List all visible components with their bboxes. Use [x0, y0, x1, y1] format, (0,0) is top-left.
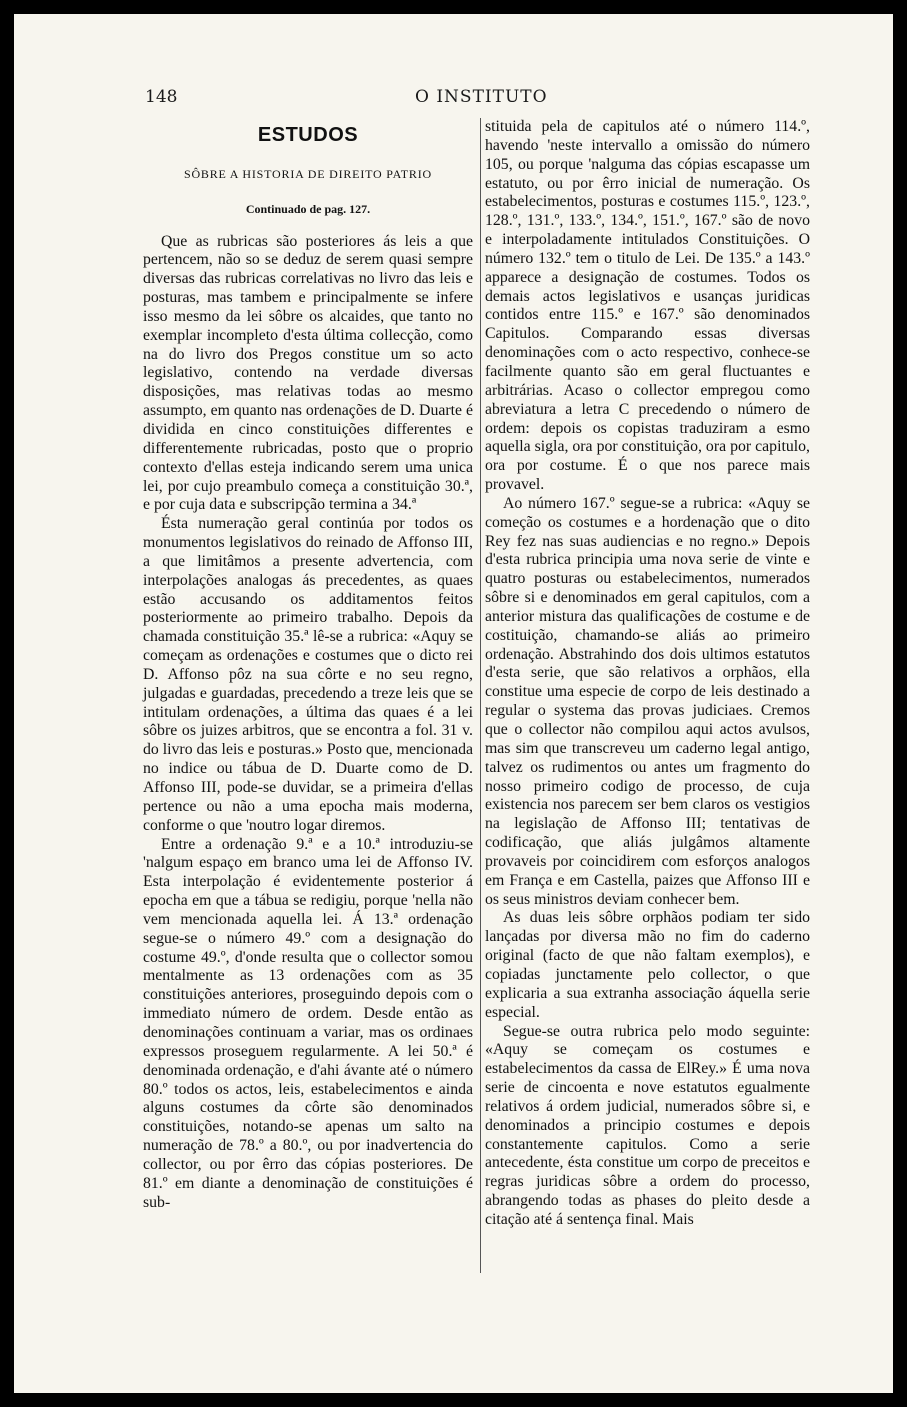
right-column — [485, 118, 810, 1230]
paragraph: stituida pela de capitulos até o número 114.º, havendo 'neste intervallo a omissão do número 105, ou porque 'nalguma das cópias escapasse um estatuto, ou por êrro inicial de numeração. Os estabelecimentos, posturas e costumes 115.º, 123.º, 128.º, 131.º, 133.º, 134.º, 151.º, 167.º são de novo e interpoladamente intitulados Constituições. O número 132.º tem o titulo de Lei. De 135.º a 143.º apparece a designação de costumes. Todos os demais actos legislativos e usanças juridicas contidos entre 115.º e 167.º são denominados Capitulos. Comparando essas diversas denominações com o acto respectivo, conhece-se facilmente quanto são em geral fluctuantes e arbitrárias. Acaso o collector empregou como abreviatura a letra C precedendo o número de ordem: depois os copistas traduziram a esmo aquella sigla, ora por constituição, ora por capitulo, ora por costume. É o que nos parece mais provavel. — [485, 118, 810, 494]
page-header — [145, 87, 808, 111]
paragraph: Entre a ordenação 9.ª e a 10.ª introduziu-se 'nalgum espaço em branco uma lei de Affonso IV. Esta interpolação é evidentemente posterior á epocha em que a tábua se redigiu, porque 'nella não vem mencionada aquella lei. Á 13.ª ordenação segue-se o número 49.º com a designação do costume 49.º, d'onde resulta que o collector somou mentalmente as 13 ordenações com as 35 constituições anteriores, proseguindo depois com o immediato número de ordem. Desde então as denominações continuam a variar, mas os ordinaes expressos proseguem regularmente. A lei 50.ª é denominada ordenação, e d'ahi ávante até o número 80.º todos os actos, leis, estabelecimentos e ainda alguns costumes da côrte são denominados constituições, notando-se apenas um salto na numeração de 78.º a 80.º, ou por inadvertencia do collector, ou por êrro das cópias posteriores. De 81.º em diante a denominação de constituições é sub- — [143, 835, 473, 1211]
section-title: ESTUDOS — [257, 124, 359, 146]
page-number: 148 — [145, 87, 178, 107]
paragraph: Ésta numeração geral continúa por todos os monumentos legislativos do reinado de Affonso III, a que limitâmos a presente advertencia, com interpolações analogas ás precedentes, as quaes estão accusando os additamentos feitos posteriormente ao primeiro trabalho. Depois da chamada constituição 35.ª lê-se a rubrica: «Aquy se começam as ordenações e costumes que o dicto rei D. Affonso pôz na sua côrte e no seu regno, julgadas e guardadas, precedendo a treze leis que se intitulam ordenações, a última das quaes é a lei sôbre os juizes arbitros, que se encontra a fol. 31 v. do livro das leis e posturas.» Posto que, mencionada no indice ou tábua de D. Duarte como de D. Affonso III, pode-se duvidar, se a primeira d'ellas pertence ou não a uma epocha mais moderna, conforme o que 'noutro logar diremos. — [143, 515, 473, 834]
paragraph: As duas leis sôbre orphãos podiam ter sido lançadas por diversa mão no fim do caderno original (facto de que não faltam exemplos), e copiadas junctamente pelo collector, o que explicaria a sua extranha associação áquella serie especial. — [485, 909, 810, 1021]
column-divider — [480, 118, 481, 1273]
paragraph: Que as rubricas são posteriores ás leis a que pertencem, não so se deduz de serem quasi sempre diversas das rubricas correlativas no livro das leis e posturas, mas tambem e principalmente se infere isso mesmo da lei sôbre os alcaides, que tanto no exemplar incompleto d'esta última collecção, como na do livro dos Pregos constitue um so acto legislativo, contendo na verdade diversas disposições, mas relativas todas ao mesmo assumpto, em quanto nas ordenações de D. Duarte é dividida en cinco constituições differentes e differentemente rubricadas, posto que o proprio contexto d'ellas esteja indicando serem uma unica lei, por cujo preambulo começa a constituição 30.ª, e por cuja data e subscripção termina a 34.ª — [143, 232, 473, 514]
left-column — [143, 118, 473, 1212]
section-subtitle: SÔBRE A HISTORIA DE DIREITO PATRIO — [183, 166, 432, 181]
continuation-note: Continuado de pag. 127. — [245, 201, 371, 216]
running-title: O INSTITUTO — [415, 87, 548, 107]
paragraph: Ao número 167.º segue-se a rubrica: «Aquy se começão os costumes e a hordenação que o dito Rey fez nas suas audiencias e no regno.» Depois d'esta rubrica principia uma nova serie de vinte e quatro posturas ou estabelecimentos, numerados sôbre si e denominados em geral capitulos, com a anterior mistura das qualificações de costume e de costituição, chamando-se aliás ao primeiro ordenação. Abstrahindo dos dois ultimos estatutos d'esta serie, que são relativos a orphãos, ella constitue uma especie de corpo de leis destinado a regular o systema das provas judiciaes. Cremos que o collector não compilou aqui actos avulsos, mas sim que transcreveu um caderno legal antigo, talvez os rudimentos ou antes um fragmento do nosso primeiro codigo de processo, de cuja existencia nos parecem ser bem claros os vestigios na legislação de Affonso III; tentativas de codificação, que aliás julgâmos altamente provaveis por coincidirem com esforços analogos em França e em Castella, paizes que Affonso III e os seus ministros deviam conhecer bem. — [485, 494, 810, 908]
paragraph: Segue-se outra rubrica pelo modo seguinte: «Aquy se começam os costumes e estabelecimentos da cassa de ElRey.» É uma nova serie de cincoenta e nove estatutos egualmente relativos á ordem judicial, numerados sôbre si, e denominados a principio costumes e depois constantemente capitulos. Como a serie antecedente, ésta constitue um corpo de preceitos e regras juridicas sôbre a ordem do processo, abrangendo todas as phases do pleito desde a citação até á sentença final. Mais — [485, 1022, 810, 1228]
